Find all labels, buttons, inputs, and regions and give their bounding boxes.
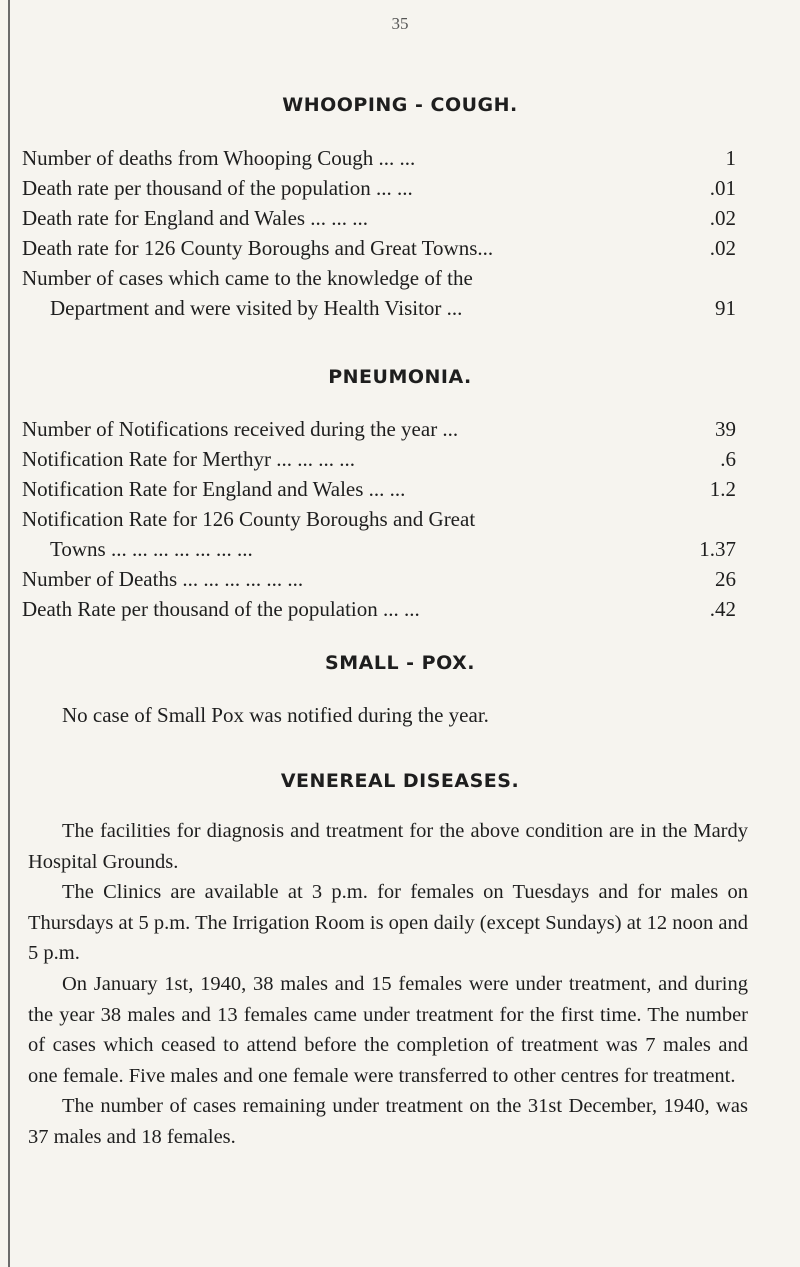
heading-whooping-cough: WHOOPING - COUGH. <box>282 94 518 116</box>
row-value: 1.37 <box>699 537 736 561</box>
row-label: Number of deaths from Whooping Cough ... ... <box>22 146 416 170</box>
row-label: Notification Rate for England and Wales ... ... <box>22 477 406 501</box>
heading-venereal-diseases: VENEREAL DISEASES. <box>280 770 520 792</box>
row-label: Number of cases which came to the knowledge of the <box>22 266 473 290</box>
row-value: .42 <box>709 597 736 621</box>
row-label: Notification Rate for 126 County Boroughs and Great <box>22 507 476 531</box>
paragraph: The facilities for diagnosis and treatment for the above condition are in the Mardy Hospital Grounds. <box>28 820 748 873</box>
row-value: 26 <box>715 567 736 591</box>
heading-pneumonia: PNEUMONIA. <box>328 366 472 388</box>
row-label: Department and were visited by Health Visitor ... <box>50 296 463 320</box>
row-label: Number of Notifications received during the year ... <box>22 417 459 441</box>
row-value: .02 <box>709 236 736 260</box>
row-label: Notification Rate for Merthyr ... ... ... ... <box>22 447 356 471</box>
page-left-edge <box>8 0 10 1267</box>
row-value: 91 <box>715 296 736 320</box>
venereal-diseases-body <box>28 816 748 1153</box>
row-value: .6 <box>720 447 736 471</box>
row-value: 1 <box>725 146 736 170</box>
page-number: 35 <box>391 14 409 33</box>
heading-small-pox: SMALL - POX. <box>325 652 475 674</box>
row-label: Death rate per thousand of the population ... ... <box>22 176 413 200</box>
row-value: .01 <box>709 176 736 200</box>
paragraph: On January 1st, 1940, 38 males and 15 females were under treatment, and during the year 38 males and 13 females came under treatment for the first time. The number of cases which ceased to attend before the completion of treatment was 7 males and one female. Five males and one female were transferred to other centres for treatment. <box>28 972 748 1087</box>
row-label: Number of Deaths ... ... ... ... ... ... <box>22 567 304 591</box>
row-value: .02 <box>709 206 736 230</box>
row-label: Towns ... ... ... ... ... ... ... <box>50 537 253 561</box>
row-label: Death rate for England and Wales ... ... ... <box>22 206 369 230</box>
row-value: 1.2 <box>709 477 736 501</box>
row-label: Death Rate per thousand of the population ... ... <box>22 597 420 621</box>
statement-text: No case of Small Pox was notified during the year. <box>62 703 489 727</box>
paragraph: The number of cases remaining under treatment on the 31st December, 1940, was 37 males and 18 females. <box>28 1095 748 1148</box>
row-label: Death rate for 126 County Boroughs and Great Towns... <box>22 236 494 260</box>
paragraph: The Clinics are available at 3 p.m. for females on Tuesdays and for males on Thursdays at 5 p.m. The Irrigation Room is open daily (except Sundays) at 12 noon and 5 p.m. <box>28 881 748 965</box>
row-value: 39 <box>715 417 736 441</box>
